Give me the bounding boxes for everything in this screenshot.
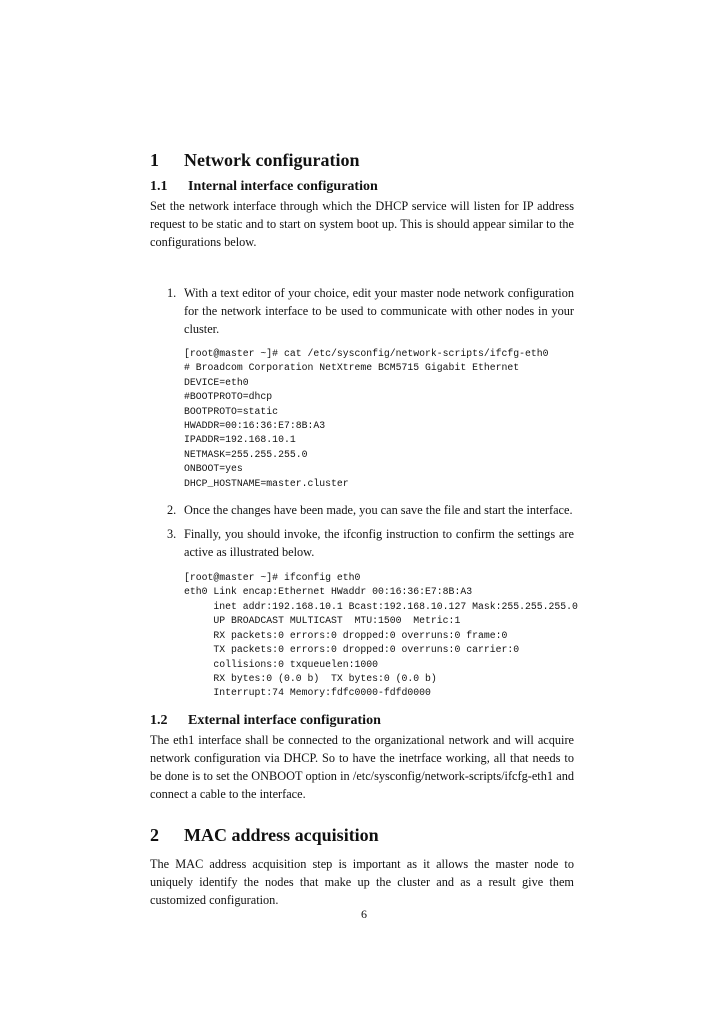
subsection-title: External interface configuration bbox=[188, 712, 381, 728]
subsection-title: Internal interface configuration bbox=[188, 179, 378, 194]
list-item-text: Once the changes have been made, you can save the file and start the interface. bbox=[184, 503, 573, 518]
subsection-number: 1.2 bbox=[150, 712, 168, 728]
subsection-number: 1.1 bbox=[150, 179, 168, 194]
section-1-heading bbox=[150, 148, 574, 172]
steps-list-continued bbox=[150, 501, 574, 561]
list-item-number: 2. bbox=[167, 503, 177, 518]
list-item-number: 3. bbox=[167, 527, 177, 542]
list-item-number: 1. bbox=[167, 286, 177, 300]
section-title: Network configuration bbox=[184, 150, 360, 170]
page-content bbox=[150, 148, 578, 909]
code-block-ifconfig: [root@master ~]# ifconfig eth0 eth0 Link encap:Ethernet HWaddr 00:16:36:E7:8B:A3 inet addr:192.168.10.1 Bcast:192.168.10.127 Mask:255.255.255.0 UP BROADCAST MULTICAST MTU:1500 Metric:1 RX packets:0 errors:0 dropped:0 overruns:0 frame:0 TX packets:0 errors:0 dropped:0 overruns:0 carrier:0 collisions:0 txqueuelen:1000 RX bytes:0 (0.0 b) TX bytes:0 (0.0 b) Interrupt:74 Memory:fdfc0000-fdfd0000 bbox=[184, 572, 578, 699]
page-number: 6 bbox=[361, 907, 367, 921]
list-item bbox=[150, 284, 574, 338]
list-item bbox=[150, 525, 574, 561]
list-item-text: With a text editor of your choice, edit your master node network configuration for the network interface to be used to communicate with other nodes in your cluster. bbox=[184, 286, 574, 336]
code-block-ifcfg: [root@master ~]# cat /etc/sysconfig/network-scripts/ifcfg-eth0 # Broadcom Corporation NetXtreme BCM5715 Gigabit Ethernet DEVICE=eth0 #BOOTPROTO=dhcp BOOTPROTO=static HWADDR=00:16:36:E7:8B:A3 IPADDR=192.168.10.1 NETMASK=255.255.255.0 ONBOOT=yes DHCP_HOSTNAME=master.cluster bbox=[184, 348, 549, 489]
steps-list bbox=[150, 284, 574, 338]
mac-acquisition-paragraph: The MAC address acquisition step is important as it allows the master node to uniquely identify the nodes that make up the cluster and as a result give them customized configuration. bbox=[150, 856, 574, 907]
list-item-text: Finally, you should invoke, the ifconfig instruction to confirm the settings are active as illustrated below. bbox=[184, 527, 574, 560]
section-2-heading bbox=[150, 823, 574, 847]
section-number: 1 bbox=[150, 150, 159, 170]
intro-paragraph: Set the network interface through which the DHCP service will listen for IP address request to be static and to start on system boot up. This is should appear similar to the configurations below. bbox=[150, 199, 574, 249]
list-item bbox=[150, 501, 574, 519]
section-number: 2 bbox=[150, 824, 159, 845]
subsection-1-1-heading bbox=[150, 177, 574, 197]
section-title: MAC address acquisition bbox=[184, 824, 379, 845]
subsection-1-2-heading bbox=[150, 711, 574, 731]
external-interface-paragraph: The eth1 interface shall be connected to the organizational network and will acquire network configuration via DHCP. So to have the inetrface working, all that needs to be done is to set the ONBOOT option in /etc/sysconfig/network-scripts/ifcfg-eth1 and connect a cable to the interface. bbox=[150, 732, 574, 801]
